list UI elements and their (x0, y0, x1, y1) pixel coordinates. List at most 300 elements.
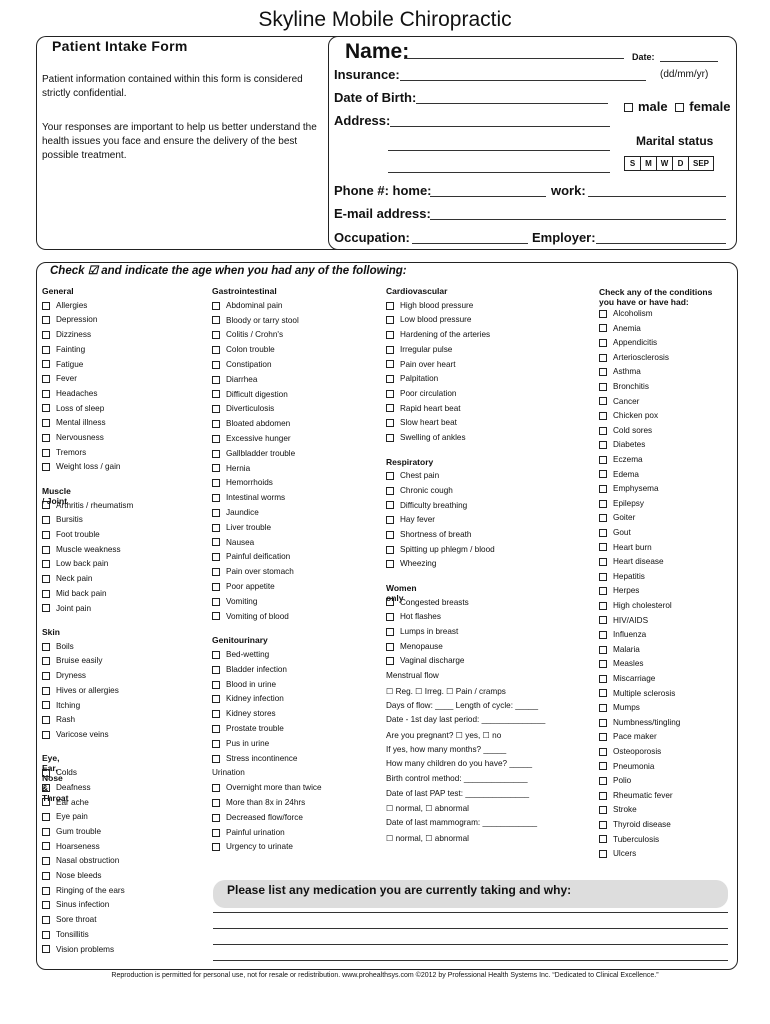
checkbox-icon[interactable] (42, 701, 50, 709)
condition-item-cancer (599, 397, 639, 406)
checkbox-icon[interactable] (386, 546, 394, 554)
condition-item-hay-fever (386, 515, 435, 524)
checkbox-icon[interactable] (212, 361, 220, 369)
checkbox-icon[interactable] (386, 434, 394, 442)
condition-label: Rash (56, 715, 76, 725)
checkbox-icon[interactable] (42, 842, 50, 850)
condition-item-diabetes (599, 440, 645, 449)
confidential-note: Patient information contained within this form is considered strictly confidential. (42, 74, 303, 99)
checkbox-icon[interactable] (42, 463, 50, 471)
condition-item-miscarriage (599, 674, 655, 683)
condition-item-more-than-8x-in-24hrs (212, 798, 305, 807)
condition-item-bladder-infection (212, 665, 287, 674)
condition-item-shortness-of-breath (386, 530, 471, 539)
checkbox-icon[interactable] (42, 360, 50, 368)
checkbox-icon[interactable] (42, 390, 50, 398)
form-text: Menstrual flow (386, 671, 439, 681)
form-text: Birth control method: ______________ (386, 774, 528, 784)
form-text: ☐ normal, ☐ abnormal (386, 804, 469, 814)
checkbox-icon[interactable] (599, 573, 607, 581)
checkbox-icon[interactable] (599, 835, 607, 843)
checkbox-icon[interactable] (42, 813, 50, 821)
condition-item-hepatitis (599, 572, 645, 581)
condition-label: Kidney stores (226, 709, 276, 719)
condition-item-mental-illness (42, 418, 106, 427)
checkbox-icon[interactable] (212, 509, 220, 517)
condition-label: Weight loss / gain (56, 462, 121, 472)
condition-label: Prostate trouble (226, 724, 284, 734)
checkbox-icon[interactable] (599, 368, 607, 376)
checkbox-icon[interactable] (599, 733, 607, 741)
checkbox-icon[interactable] (599, 660, 607, 668)
checkbox-icon[interactable] (212, 420, 220, 428)
section-header-eye-ear-nose-throat: Eye, Ear, Nose & Throat (42, 753, 69, 804)
checkbox-icon[interactable] (42, 546, 50, 554)
checkbox-icon[interactable] (212, 710, 220, 718)
marital-w[interactable]: W (657, 157, 673, 171)
marital-status-table (624, 156, 714, 171)
condition-item-excessive-hunger (212, 434, 291, 443)
checkbox-icon[interactable] (599, 602, 607, 610)
condition-item-mumps (599, 703, 640, 712)
condition-label: More than 8x in 24hrs (226, 798, 306, 808)
checkbox-icon[interactable] (212, 651, 220, 659)
condition-item-dryness (42, 671, 86, 680)
checkbox-icon[interactable] (212, 740, 220, 748)
condition-item-ear-ache (42, 798, 89, 807)
checkbox-icon[interactable] (386, 316, 394, 324)
condition-item-boils (42, 642, 74, 651)
condition-item-prostate-trouble (212, 724, 284, 733)
form-text: Days of flow: ____ Length of cycle: _____ (386, 700, 539, 710)
page-title: Skyline Mobile Chiropractic (258, 8, 512, 31)
checkbox-icon[interactable] (212, 450, 220, 458)
condition-label: Hives or allergies (56, 685, 119, 695)
form-text: ☐ normal, ☐ abnormal (386, 833, 469, 843)
address-label: Address: (334, 113, 391, 128)
condition-label: Overnight more than twice (226, 783, 322, 793)
checkbox-icon[interactable] (42, 302, 50, 310)
checkbox-icon[interactable] (212, 435, 220, 443)
checkbox-icon[interactable] (212, 376, 220, 384)
checkbox-icon[interactable] (599, 427, 607, 435)
checkbox-icon[interactable] (599, 470, 607, 478)
checkbox-icon[interactable] (386, 628, 394, 636)
section-header-muscle-joint: Muscle / Joint (42, 485, 71, 506)
phone-home-field[interactable] (430, 196, 546, 197)
checkbox-icon[interactable] (42, 560, 50, 568)
condition-item-diarrhea (212, 375, 257, 384)
condition-label: Wheezing (400, 559, 437, 569)
condition-item-difficult-digestion (212, 390, 288, 399)
condition-item-irregular-pulse (386, 345, 452, 354)
condition-item-vision-problems (42, 945, 114, 954)
checkbox-icon[interactable] (212, 814, 220, 822)
checkbox-icon[interactable] (42, 828, 50, 836)
name-field[interactable] (404, 58, 624, 59)
condition-item-menopause (386, 642, 443, 651)
condition-label: Appendicitis (613, 338, 658, 348)
checkbox-icon[interactable] (599, 514, 607, 522)
condition-label: Gallbladder trouble (226, 448, 296, 458)
checkbox-icon[interactable] (599, 485, 607, 493)
condition-item-ulcers (599, 849, 636, 858)
male-checkbox[interactable] (624, 103, 633, 112)
checkbox-icon[interactable] (599, 500, 607, 508)
condition-label: Colitis / Crohn's (226, 330, 284, 340)
condition-item-jaundice (212, 508, 259, 517)
condition-item-rapid-heart-beat (386, 404, 461, 413)
condition-label: Poor circulation (400, 388, 457, 398)
checkbox-icon[interactable] (212, 598, 220, 606)
condition-item-mid-back-pain (42, 589, 107, 598)
checkbox-icon[interactable] (599, 821, 607, 829)
checkbox-icon[interactable] (212, 568, 220, 576)
condition-label: Measles (613, 659, 644, 669)
checkbox-icon[interactable] (212, 755, 220, 763)
checkbox-icon[interactable] (599, 850, 607, 858)
checkbox-icon[interactable] (42, 798, 50, 806)
email-field[interactable] (430, 219, 726, 220)
checkbox-icon[interactable] (42, 857, 50, 865)
marital-sep[interactable]: SEP (689, 157, 714, 171)
checkbox-icon[interactable] (42, 434, 50, 442)
footer-note: Reproduction is permitted for personal use, not for resale or redistribution. www.prohealthsys.com ©2012 by Professional Health Systems Inc. “Dedicated to Clinical Excellence.” (111, 972, 659, 979)
checkbox-icon[interactable] (386, 560, 394, 568)
checkbox-icon[interactable] (386, 302, 394, 310)
occupation-field[interactable] (412, 243, 528, 244)
condition-label: Emphysema (613, 484, 659, 494)
condition-item-stroke (599, 805, 637, 814)
condition-label: Vomiting (226, 596, 258, 606)
condition-label: Shortness of breath (400, 530, 472, 540)
checkbox-icon[interactable] (386, 531, 394, 539)
condition-item-cold-sores (599, 426, 652, 435)
checkbox-icon[interactable] (212, 553, 220, 561)
condition-label: High blood pressure (400, 300, 474, 310)
condition-item-rash (42, 715, 75, 724)
checkbox-icon[interactable] (599, 689, 607, 697)
condition-label: Muscle weakness (56, 544, 121, 554)
checkbox-icon[interactable] (212, 681, 220, 689)
condition-label: Lumps in breast (400, 627, 459, 637)
condition-label: Hemorrhoids (226, 478, 273, 488)
checkbox-icon[interactable] (42, 931, 50, 939)
checkbox-icon[interactable] (599, 792, 607, 800)
condition-label: Mid back pain (56, 588, 107, 598)
checkbox-icon[interactable] (42, 604, 50, 612)
checkbox-icon[interactable] (386, 657, 394, 665)
checkbox-icon[interactable] (386, 598, 394, 606)
checkbox-icon[interactable] (212, 695, 220, 703)
checkbox-icon[interactable] (212, 524, 220, 532)
checkbox-icon[interactable] (212, 346, 220, 354)
condition-label: Depression (56, 315, 98, 325)
condition-item-epilepsy (599, 499, 644, 508)
medication-line-2[interactable] (213, 928, 728, 929)
date-format-hint: (dd/mm/yr) (660, 69, 709, 80)
checkbox-icon[interactable] (42, 419, 50, 427)
condition-item-osteoporosis (599, 747, 661, 756)
checkbox-icon[interactable] (599, 354, 607, 362)
condition-item-intestinal-worms (212, 493, 285, 502)
col4-heading: Check any of the conditions you have or have had: (599, 287, 713, 307)
medication-line-3[interactable] (213, 944, 728, 945)
condition-label: Fainting (56, 344, 86, 354)
phone-work-field[interactable] (588, 196, 726, 197)
condition-label: Miscarriage (613, 674, 656, 683)
condition-label: Fatigue (56, 359, 84, 369)
checkbox-icon[interactable] (386, 346, 394, 354)
medication-line-4[interactable] (213, 960, 728, 961)
checkbox-icon[interactable] (599, 383, 607, 391)
checkbox-icon[interactable] (599, 456, 607, 464)
checkbox-icon[interactable] (42, 316, 50, 324)
checkbox-icon[interactable] (386, 390, 394, 398)
checkbox-icon[interactable] (599, 748, 607, 756)
checkbox-icon[interactable] (212, 390, 220, 398)
checkbox-icon[interactable] (42, 901, 50, 909)
condition-label: Eczema (613, 455, 643, 464)
checkbox-icon[interactable] (599, 762, 607, 770)
condition-label: Multiple sclerosis (613, 688, 676, 698)
condition-label: Hoarseness (56, 841, 100, 851)
condition-item-asthma (599, 367, 641, 376)
checkbox-icon[interactable] (212, 799, 220, 807)
checkbox-icon[interactable] (599, 704, 607, 712)
checkbox-icon[interactable] (599, 412, 607, 420)
condition-label: Dryness (56, 671, 87, 681)
checkbox-icon[interactable] (386, 419, 394, 427)
form-text: Urination (212, 768, 245, 778)
condition-item-herpes (599, 586, 639, 595)
checkbox-icon[interactable] (42, 449, 50, 457)
condition-label: Tremors (56, 447, 87, 457)
checkbox-icon[interactable] (42, 716, 50, 724)
checkbox-icon[interactable] (42, 872, 50, 880)
checkbox-icon[interactable] (212, 316, 220, 324)
condition-label: Polio (613, 776, 632, 786)
condition-label: Nervousness (56, 433, 104, 442)
address-line-3[interactable] (388, 172, 610, 173)
condition-label: Numbness/tingling (613, 717, 681, 727)
checkbox-icon[interactable] (42, 643, 50, 651)
condition-label: Ear ache (56, 797, 89, 807)
condition-item-dizziness (42, 330, 91, 339)
dob-field[interactable] (416, 103, 608, 104)
checkbox-icon[interactable] (42, 375, 50, 383)
female-checkbox[interactable] (675, 103, 684, 112)
condition-label: Gum trouble (56, 826, 102, 836)
condition-label: Varicose veins (56, 729, 109, 739)
condition-item-high-blood-pressure (386, 301, 473, 310)
checkbox-icon[interactable] (212, 302, 220, 310)
checkbox-icon[interactable] (599, 310, 607, 318)
checkbox-icon[interactable] (212, 725, 220, 733)
condition-label: Loss of sleep (56, 403, 105, 413)
checkbox-icon[interactable] (42, 516, 50, 524)
section-header-cardiovascular: Cardiovascular (386, 286, 448, 296)
condition-label: Difficult digestion (226, 389, 288, 399)
checkbox-icon[interactable] (42, 887, 50, 895)
checkbox-icon[interactable] (599, 616, 607, 624)
marital-m[interactable]: M (641, 157, 657, 171)
condition-label: Sinus infection (56, 900, 110, 910)
checkbox-icon[interactable] (212, 583, 220, 591)
condition-label: Joint pain (56, 603, 92, 613)
condition-item-foot-trouble (42, 530, 100, 539)
checkbox-icon[interactable] (212, 479, 220, 487)
purpose-note: Your responses are important to help us better understand the health issues you face and ensure the delivery of the best possible treatment. (42, 122, 317, 161)
checkbox-icon[interactable] (42, 731, 50, 739)
condition-item-influenza (599, 630, 646, 639)
checkbox-icon[interactable] (386, 375, 394, 383)
condition-item-malaria (599, 645, 640, 654)
employer-field[interactable] (596, 243, 726, 244)
condition-item-nose-bleeds (42, 871, 102, 880)
checkbox-icon[interactable] (212, 829, 220, 837)
checkbox-icon[interactable] (212, 464, 220, 472)
condition-item-goiter (599, 513, 635, 522)
condition-item-eczema (599, 455, 643, 464)
checkbox-icon[interactable] (42, 590, 50, 598)
condition-item-bruise-easily (42, 656, 102, 665)
checkbox-icon[interactable] (212, 494, 220, 502)
checkbox-icon[interactable] (42, 687, 50, 695)
condition-item-allergies (42, 301, 87, 310)
checkbox-icon[interactable] (212, 538, 220, 546)
condition-item-gum-trouble (42, 827, 101, 836)
condition-label: Chicken pox (613, 411, 659, 421)
checkbox-icon[interactable] (386, 516, 394, 524)
address-line-2[interactable] (388, 150, 610, 151)
phone-home-label: Phone #: home: (334, 183, 432, 198)
condition-item-bloated-abdomen (212, 419, 290, 428)
checkbox-icon[interactable] (599, 719, 607, 727)
checkbox-icon[interactable] (386, 404, 394, 412)
checkbox-icon[interactable] (599, 324, 607, 332)
condition-label: Epilepsy (613, 498, 644, 508)
checkbox-icon[interactable] (42, 404, 50, 412)
checkbox-icon[interactable] (42, 346, 50, 354)
checkbox-icon[interactable] (212, 843, 220, 851)
date-field[interactable] (660, 61, 718, 62)
condition-item-slow-heart-beat (386, 418, 457, 427)
conditions-heading: Check ☑ and indicate the age when you had any of the following: (50, 265, 407, 277)
checkbox-icon[interactable] (599, 339, 607, 347)
form-text: How many children do you have? _____ (386, 759, 533, 769)
condition-item-hives-or-allergies (42, 686, 119, 695)
condition-label: Blood in urine (226, 679, 277, 689)
condition-label: Diarrhea (226, 374, 258, 384)
checkbox-icon[interactable] (599, 558, 607, 566)
checkbox-icon[interactable] (599, 587, 607, 595)
condition-label: Menopause (400, 641, 443, 651)
checkbox-icon[interactable] (599, 397, 607, 405)
condition-item-lumps-in-breast (386, 627, 458, 636)
condition-label: Chronic cough (400, 485, 453, 495)
checkbox-icon[interactable] (212, 784, 220, 792)
condition-label: Chest pain (400, 471, 440, 481)
checkbox-icon[interactable] (42, 769, 50, 777)
condition-label: Foot trouble (56, 530, 100, 540)
checkbox-icon[interactable] (386, 472, 394, 480)
checkbox-icon[interactable] (42, 575, 50, 583)
checkbox-icon[interactable] (42, 672, 50, 680)
checkbox-icon[interactable] (212, 666, 220, 674)
condition-label: Palpitation (400, 374, 439, 384)
checkbox-icon[interactable] (42, 331, 50, 339)
checkbox-icon[interactable] (212, 331, 220, 339)
condition-item-arthritis-rheumatism (42, 501, 133, 510)
checkbox-icon[interactable] (599, 543, 607, 551)
condition-label: Cold sores (613, 425, 653, 435)
marital-s[interactable]: S (625, 157, 641, 171)
condition-label: Bed-wetting (226, 650, 270, 660)
condition-label: Malaria (613, 644, 640, 654)
checkbox-icon[interactable] (42, 657, 50, 665)
checkbox-icon[interactable] (386, 643, 394, 651)
checkbox-icon[interactable] (42, 531, 50, 539)
address-line-1[interactable] (390, 126, 610, 127)
condition-label: Stroke (613, 805, 637, 815)
condition-item-colds (42, 768, 77, 777)
checkbox-icon[interactable] (599, 631, 607, 639)
condition-label: Heart disease (613, 557, 664, 567)
medication-line-1[interactable] (213, 912, 728, 913)
insurance-field[interactable] (400, 80, 646, 81)
checkbox-icon[interactable] (599, 777, 607, 785)
email-label: E-mail address: (334, 206, 431, 221)
condition-item-numbness-tingling (599, 718, 680, 727)
checkbox-icon[interactable] (42, 945, 50, 953)
condition-label: Fever (56, 374, 77, 384)
condition-item-poor-circulation (386, 389, 456, 398)
checkbox-icon[interactable] (386, 360, 394, 368)
condition-label: Painful urination (226, 827, 285, 837)
condition-label: Tonsillitis (56, 929, 89, 939)
form-text: Date - 1st day last period: ______________ (386, 715, 546, 725)
condition-label: Nausea (226, 537, 255, 547)
checkbox-icon[interactable] (599, 529, 607, 537)
checkbox-icon[interactable] (599, 675, 607, 683)
checkbox-icon[interactable] (42, 784, 50, 792)
checkbox-icon[interactable] (599, 441, 607, 449)
checkbox-icon[interactable] (599, 806, 607, 814)
condition-label: Edema (613, 469, 639, 479)
checkbox-icon[interactable] (212, 405, 220, 413)
condition-item-varicose-veins (42, 730, 109, 739)
condition-item-alcoholism (599, 309, 653, 318)
checkbox-icon[interactable] (42, 916, 50, 924)
marital-d[interactable]: D (673, 157, 689, 171)
checkbox-icon[interactable] (386, 501, 394, 509)
occupation-label: Occupation: (334, 230, 410, 245)
checkbox-icon[interactable] (42, 501, 50, 509)
phone-work-label: work: (551, 183, 586, 198)
condition-item-emphysema (599, 484, 659, 493)
checkbox-icon[interactable] (386, 613, 394, 621)
condition-item-multiple-sclerosis (599, 689, 675, 698)
condition-item-hardening-of-the-arteries (386, 330, 490, 339)
checkbox-icon[interactable] (212, 612, 220, 620)
checkbox-icon[interactable] (386, 331, 394, 339)
condition-item-fever (42, 374, 77, 383)
checkbox-icon[interactable] (599, 646, 607, 654)
condition-item-heart-disease (599, 557, 664, 566)
condition-label: Herpes (613, 586, 640, 596)
checkbox-icon[interactable] (386, 487, 394, 495)
